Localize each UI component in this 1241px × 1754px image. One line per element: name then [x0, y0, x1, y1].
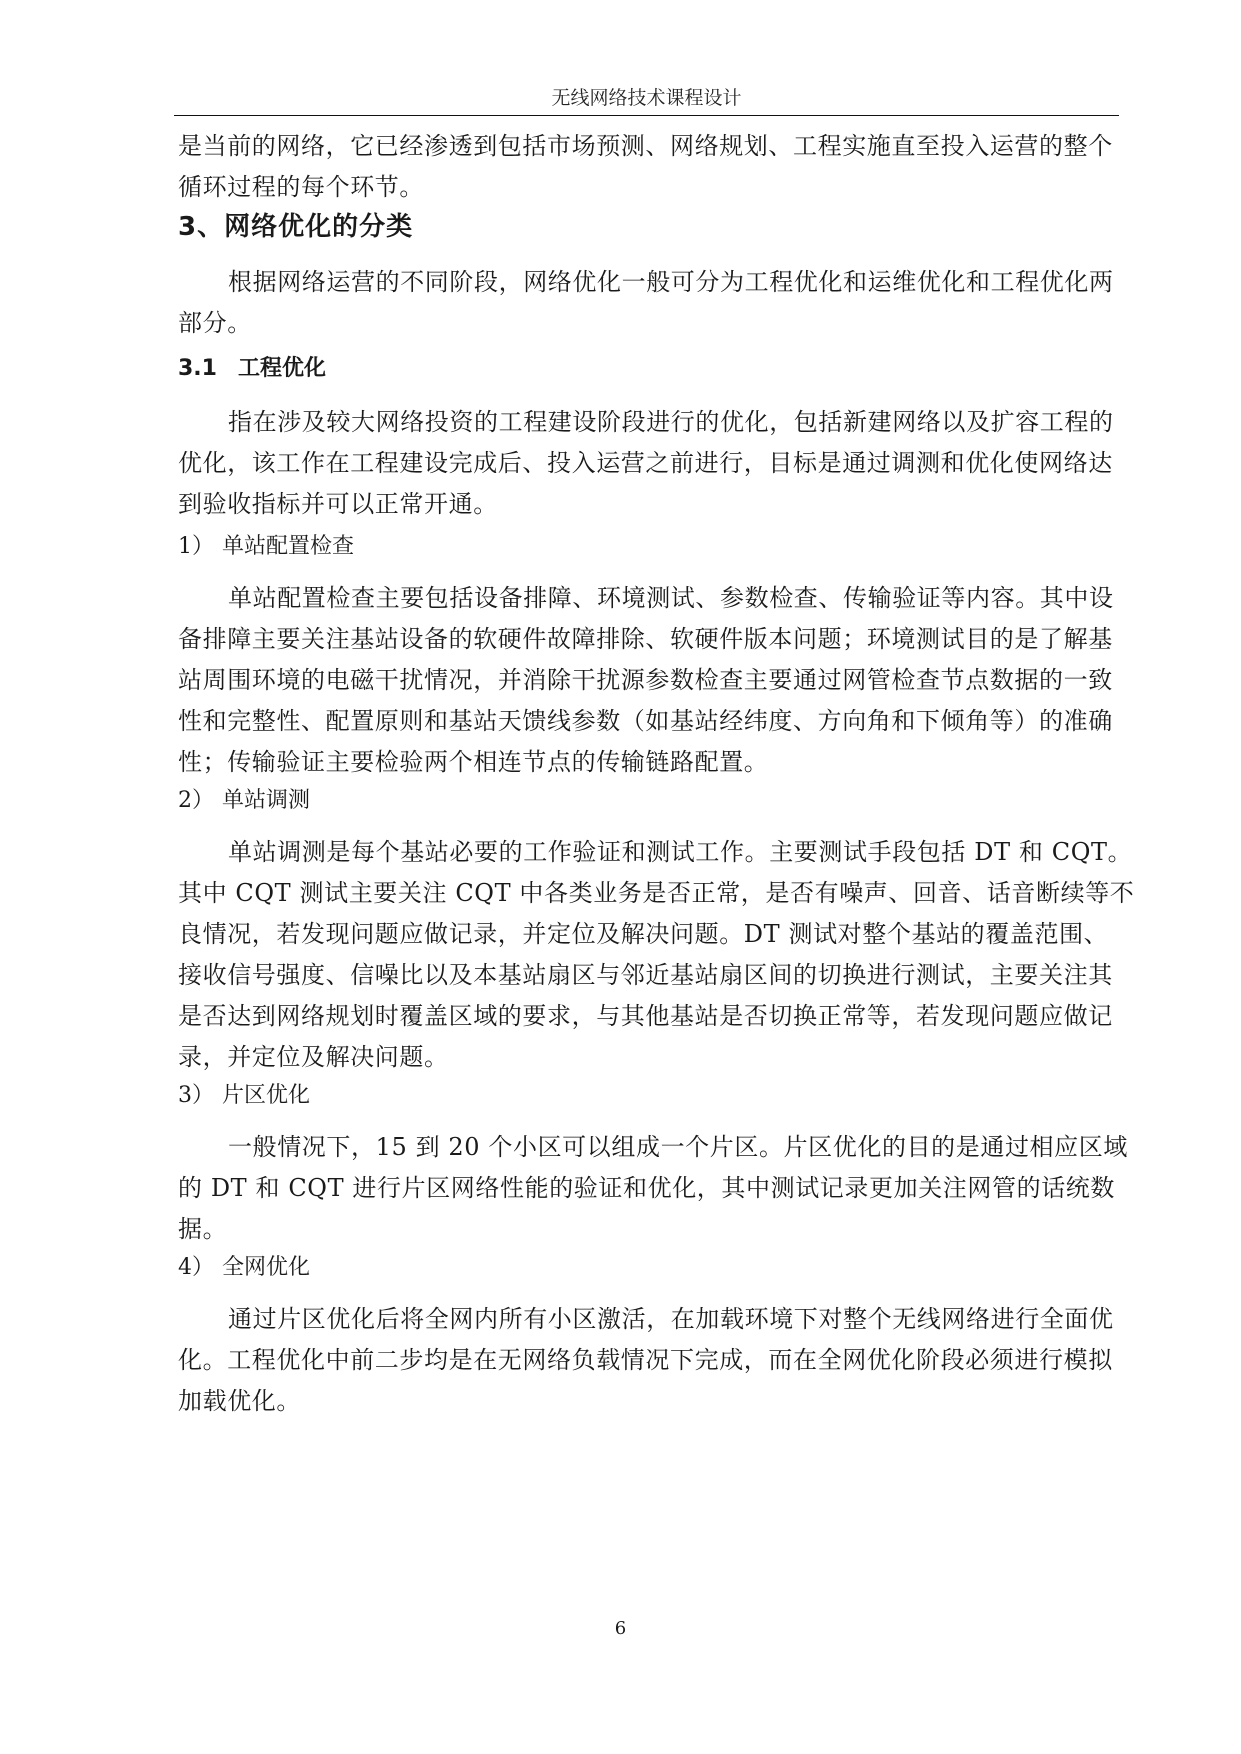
text-line: 单站调测是每个基站必要的工作验证和测试工作。主要测试手段包括 DT 和 CQT。 [228, 838, 1133, 866]
text-line: 其中 CQT 测试主要关注 CQT 中各类业务是否正常，是否有噪声、回音、话音断续等不 [178, 879, 1135, 907]
text-line: 良情况，若发现问题应做记录，并定位及解决问题。DT 测试对整个基站的覆盖范围、 [178, 920, 1109, 948]
text-line: 接收信号强度、信噪比以及本基站扇区与邻近基站扇区间的切换进行测试，主要关注其 [178, 961, 1113, 989]
list-item-title: 片区优化 [222, 1083, 311, 1108]
intro-paragraph [178, 126, 1118, 208]
subsection-heading [178, 354, 326, 384]
text-line: 性和完整性、配置原则和基站天馈线参数（如基站经纬度、方向角和下倾角等）的准确 [178, 707, 1113, 735]
list-item-heading [178, 786, 310, 816]
text-line: 指在涉及较大网络投资的工程建设阶段进行的优化，包括新建网络以及扩容工程的 [228, 408, 1114, 436]
text-line: 站周围环境的电磁干扰情况，并消除干扰源参数检查主要通过网管检查节点数据的一致 [178, 666, 1113, 694]
text-line: 化。工程优化中前二步均是在无网络负载情况下完成，而在全网优化阶段必须进行模拟 [178, 1346, 1113, 1374]
list-item-title: 全网优化 [222, 1255, 311, 1280]
list-item-heading [178, 532, 354, 562]
subsection-number: 3.1 [178, 356, 217, 381]
text-line: 优化，该工作在工程建设完成后、投入运营之前进行，目标是通过调测和优化使网络达 [178, 449, 1113, 477]
text-line: 到验收指标并可以正常开通。 [178, 490, 498, 518]
section-heading: 3、网络优化的分类 [178, 212, 414, 242]
running-header: 无线网络技术课程设计 [551, 87, 742, 109]
text-line: 是否达到网络规划时覆盖区域的要求，与其他基站是否切换正常等，若发现问题应做记 [178, 1002, 1113, 1030]
item2-paragraph [178, 832, 1135, 1078]
text-line: 性；传输验证主要检验两个相连节点的传输链路配置。 [178, 748, 769, 776]
text-line: 是当前的网络，它已经渗透到包括市场预测、网络规划、工程实施直至投入运营的整个 [178, 132, 1113, 160]
text-line: 的 DT 和 CQT 进行片区网络性能的验证和优化，其中测试记录更加关注网管的话统数 [178, 1174, 1116, 1202]
text-line: 循环过程的每个环节。 [178, 173, 424, 201]
list-item-title: 单站调测 [222, 788, 311, 813]
list-item-title: 单站配置检查 [222, 534, 355, 559]
item1-paragraph [178, 578, 1118, 783]
section31-paragraph [178, 402, 1118, 525]
header-divider [174, 115, 1119, 116]
text-line: 录，并定位及解决问题。 [178, 1043, 449, 1071]
subsection-title: 工程优化 [238, 356, 327, 381]
text-line: 部分。 [178, 309, 252, 337]
list-item-number: 1） [178, 534, 214, 559]
list-item-number: 4） [178, 1255, 214, 1280]
page-number: 6 [614, 1618, 627, 1639]
list-item-number: 2） [178, 788, 214, 813]
section3-paragraph [178, 262, 1118, 344]
text-line: 通过片区优化后将全网内所有小区激活，在加载环境下对整个无线网络进行全面优 [228, 1305, 1114, 1333]
text-line: 加载优化。 [178, 1387, 301, 1415]
text-line: 根据网络运营的不同阶段，网络优化一般可分为工程优化和运维优化和工程优化两 [228, 268, 1114, 296]
list-item-heading [178, 1081, 310, 1111]
text-line: 一般情况下，15 到 20 个小区可以组成一个片区。片区优化的目的是通过相应区域 [228, 1133, 1128, 1161]
item3-paragraph [178, 1127, 1128, 1250]
text-line: 据。 [178, 1215, 228, 1243]
text-line: 单站配置检查主要包括设备排障、环境测试、参数检查、传输验证等内容。其中设 [228, 584, 1114, 612]
list-item-heading [178, 1253, 310, 1283]
list-item-number: 3） [178, 1083, 214, 1108]
text-line: 备排障主要关注基站设备的软硬件故障排除、软硬件版本问题；环境测试目的是了解基 [178, 625, 1113, 653]
item4-paragraph [178, 1299, 1118, 1422]
